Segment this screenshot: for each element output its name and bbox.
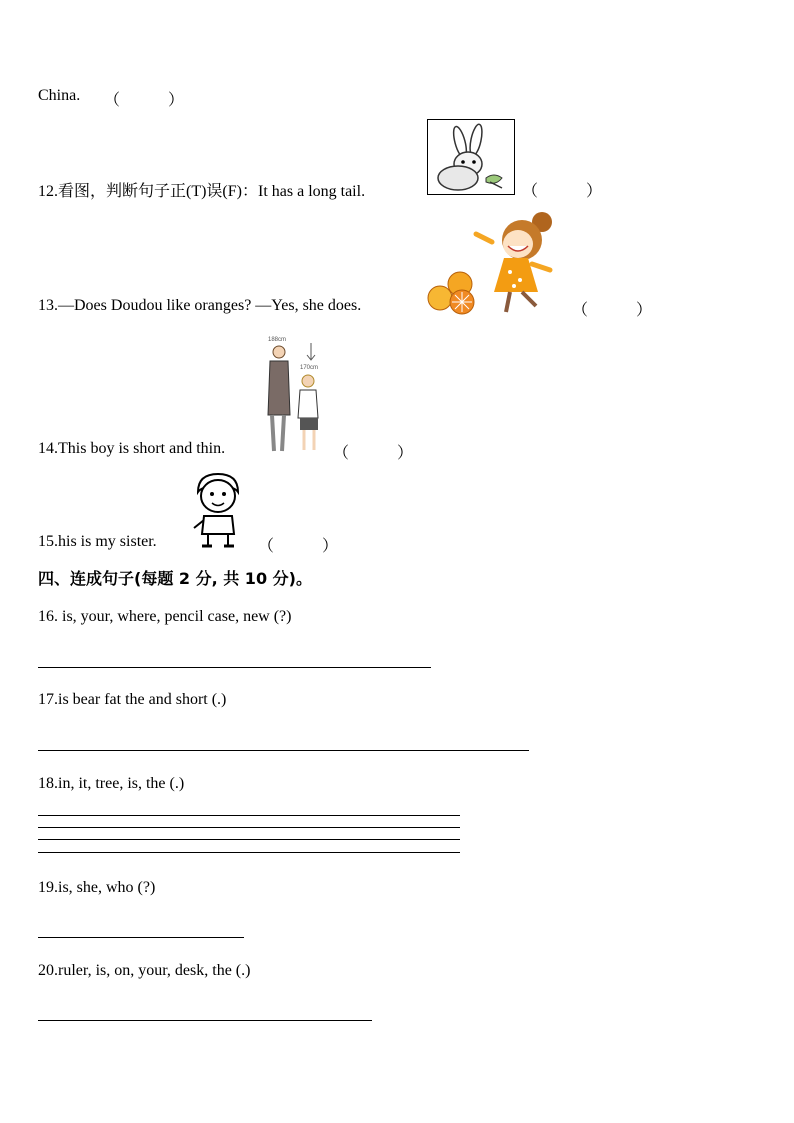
q13-text: 13.—Does Doudou like oranges? —Yes, she does. xyxy=(38,297,362,314)
q17-prompt: 17.is bear fat the and short (.) xyxy=(38,691,227,708)
section-4-heading: 四、连成句子(每题 2 分, 共 10 分)。 xyxy=(38,569,312,588)
q18-answer-line[interactable] xyxy=(38,827,460,828)
q12-answer-blank[interactable]: （ ） xyxy=(522,183,603,200)
q16-answer-line[interactable] xyxy=(38,667,431,668)
short-height-label: 170cm xyxy=(300,365,319,371)
q12-text: 12.看图，判断句子正(T)误(F)：It has a long tail. xyxy=(38,183,366,200)
girl-with-oranges-picture xyxy=(422,208,564,316)
q19-answer-line[interactable] xyxy=(38,937,244,938)
q19-prompt: 19.is, she, who (?) xyxy=(38,879,156,896)
rabbit-picture xyxy=(427,119,515,195)
q18-answer-line[interactable] xyxy=(38,852,460,853)
tall-height-label: 188cm xyxy=(268,337,287,343)
q20-answer-line[interactable] xyxy=(38,1020,372,1021)
man-and-boy-height-picture xyxy=(260,333,332,457)
q14-answer-blank[interactable]: （ ） xyxy=(333,445,414,462)
q18-answer-line[interactable] xyxy=(38,839,460,840)
q11-text: China. xyxy=(38,87,81,104)
q16-prompt: 16. is, your, where, pencil case, new (?) xyxy=(38,608,292,625)
q13-answer-blank[interactable]: （ ） xyxy=(572,302,653,319)
q15-answer-blank[interactable]: （ ） xyxy=(258,538,339,555)
q17-answer-line[interactable] xyxy=(38,750,529,751)
q18-answer-line[interactable] xyxy=(38,815,460,816)
boy-picture xyxy=(188,472,246,550)
q20-prompt: 20.ruler, is, on, your, desk, the (.) xyxy=(38,962,251,979)
q15-text: 15.his is my sister. xyxy=(38,533,157,550)
q18-prompt: 18.in, it, tree, is, the (.) xyxy=(38,775,185,792)
q11-answer-blank[interactable]: （ ） xyxy=(104,92,185,109)
q14-text: 14.This boy is short and thin. xyxy=(38,440,226,457)
